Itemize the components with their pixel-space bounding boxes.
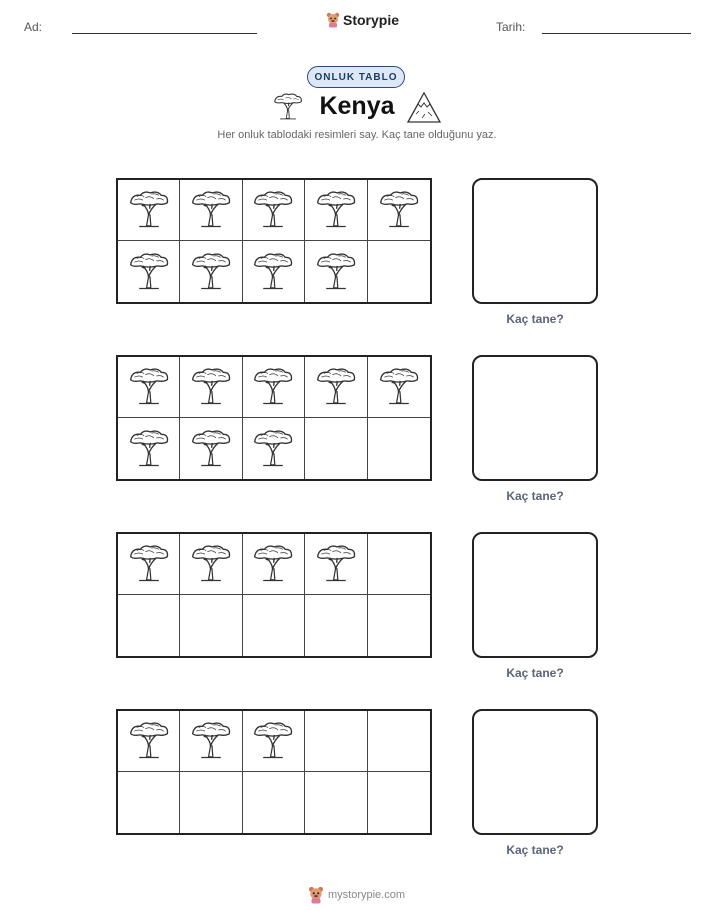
filled-cell <box>243 180 305 241</box>
empty-cell <box>243 595 305 656</box>
acacia-tree-icon <box>314 251 358 293</box>
empty-cell <box>305 595 367 656</box>
filled-cell <box>118 241 180 302</box>
worksheet-type-badge: ONLUK TABLO <box>307 66 405 88</box>
date-label: Tarih: <box>496 20 526 34</box>
filled-cell <box>243 534 305 595</box>
acacia-tree-icon <box>127 543 171 585</box>
question-label-2: Kaç tane? <box>506 489 564 503</box>
answer-box-1[interactable] <box>472 178 598 304</box>
bear-mascot-icon <box>326 12 340 28</box>
empty-cell <box>305 418 367 479</box>
filled-cell <box>243 357 305 418</box>
acacia-tree-icon <box>251 251 295 293</box>
answer-box-4[interactable] <box>472 709 598 835</box>
acacia-tree-icon <box>251 428 295 470</box>
answer-box-2[interactable] <box>472 355 598 481</box>
storypie-logo <box>326 12 399 28</box>
bear-mascot-icon <box>308 886 324 904</box>
name-line[interactable] <box>72 33 257 34</box>
acacia-tree-icon <box>251 720 295 762</box>
filled-cell <box>368 357 430 418</box>
question-label-3: Kaç tane? <box>506 666 564 680</box>
empty-cell <box>368 418 430 479</box>
filled-cell <box>243 418 305 479</box>
empty-cell <box>118 772 180 833</box>
mountain-icon <box>406 90 442 124</box>
filled-cell <box>305 241 367 302</box>
name-label: Ad: <box>24 20 43 34</box>
question-label-1: Kaç tane? <box>506 312 564 326</box>
ten-frame-2 <box>116 355 432 481</box>
ten-frame-3 <box>116 532 432 658</box>
acacia-tree-icon <box>127 251 171 293</box>
acacia-tree-icon <box>189 366 233 408</box>
acacia-tree-icon <box>251 366 295 408</box>
empty-cell <box>180 595 242 656</box>
acacia-tree-icon <box>377 366 421 408</box>
acacia-tree-icon <box>189 189 233 231</box>
filled-cell <box>118 418 180 479</box>
filled-cell <box>118 180 180 241</box>
filled-cell <box>180 180 242 241</box>
acacia-tree-icon <box>189 543 233 585</box>
empty-cell <box>368 534 430 595</box>
filled-cell <box>180 534 242 595</box>
acacia-tree-icon <box>251 189 295 231</box>
filled-cell <box>118 534 180 595</box>
acacia-tree-icon <box>127 428 171 470</box>
acacia-tree-icon <box>189 428 233 470</box>
filled-cell <box>368 180 430 241</box>
empty-cell <box>368 711 430 772</box>
acacia-tree-icon <box>251 543 295 585</box>
filled-cell <box>180 711 242 772</box>
filled-cell <box>243 241 305 302</box>
empty-cell <box>180 772 242 833</box>
acacia-tree-icon <box>127 366 171 408</box>
question-label-4: Kaç tane? <box>506 843 564 857</box>
empty-cell <box>118 595 180 656</box>
acacia-tree-icon <box>127 189 171 231</box>
filled-cell <box>243 711 305 772</box>
page-title: Kenya <box>319 92 395 120</box>
empty-cell <box>368 772 430 833</box>
filled-cell <box>305 534 367 595</box>
filled-cell <box>118 357 180 418</box>
acacia-tree-icon <box>189 251 233 293</box>
acacia-tree-icon <box>127 720 171 762</box>
instruction-text: Her onluk tablodaki resimleri say. Kaç tane olduğunu yaz. <box>217 129 497 141</box>
empty-cell <box>305 772 367 833</box>
filled-cell <box>305 180 367 241</box>
empty-cell <box>368 241 430 302</box>
filled-cell <box>305 357 367 418</box>
footer-url: mystorypie.com <box>328 889 406 901</box>
acacia-tree-icon <box>314 366 358 408</box>
answer-box-3[interactable] <box>472 532 598 658</box>
footer <box>308 886 405 904</box>
filled-cell <box>180 418 242 479</box>
acacia-tree-icon <box>189 720 233 762</box>
empty-cell <box>243 772 305 833</box>
acacia-tree-icon <box>314 543 358 585</box>
empty-cell <box>305 711 367 772</box>
date-line[interactable] <box>542 33 691 34</box>
empty-cell <box>368 595 430 656</box>
filled-cell <box>118 711 180 772</box>
ten-frame-4 <box>116 709 432 835</box>
ten-frame-1 <box>116 178 432 304</box>
filled-cell <box>180 357 242 418</box>
acacia-tree-icon <box>314 189 358 231</box>
acacia-tree-icon <box>377 189 421 231</box>
brand-name: Storypie <box>343 12 400 28</box>
filled-cell <box>180 241 242 302</box>
